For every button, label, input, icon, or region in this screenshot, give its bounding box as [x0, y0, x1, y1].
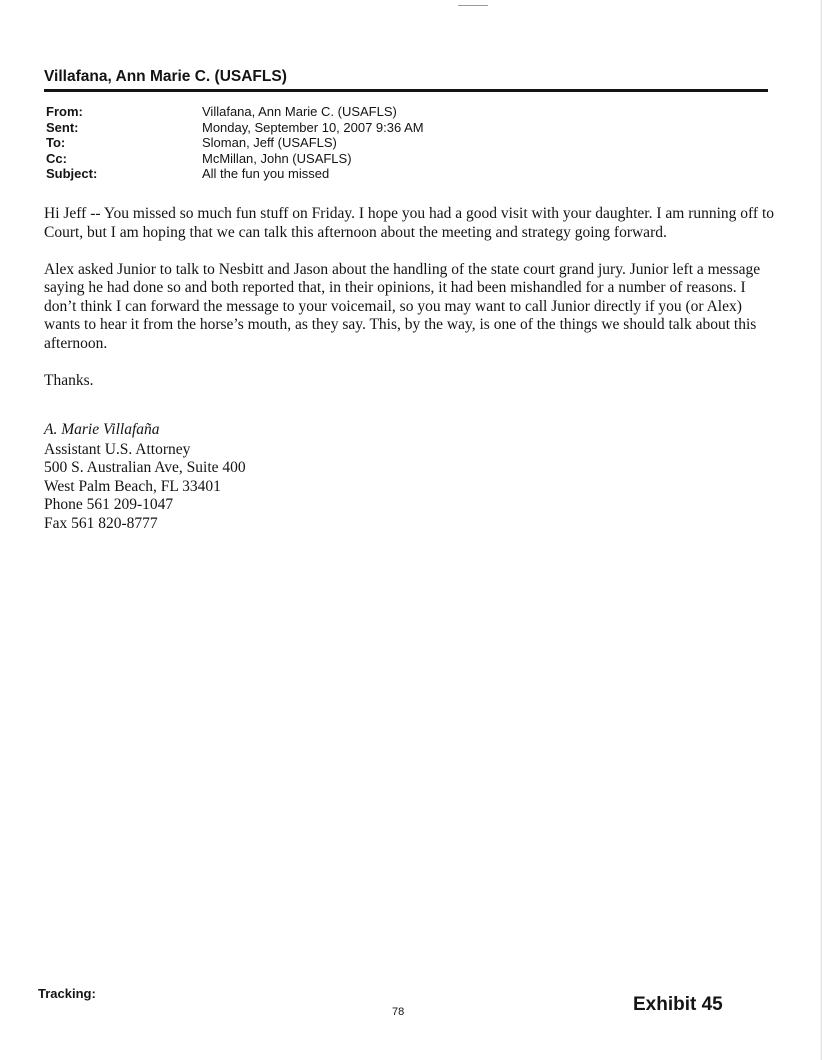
sent-label: Sent: — [46, 119, 79, 135]
email-signature — [44, 421, 246, 533]
sender-heading: Villafana, Ann Marie C. (USAFLS) — [44, 68, 287, 85]
signature-address-city: West Palm Beach, FL 33401 — [44, 477, 221, 495]
from-value: Villafana, Ann Marie C. (USAFLS) — [202, 104, 397, 119]
heading-divider — [44, 89, 768, 92]
body-paragraph-greeting: Hi Jeff -- You missed so much fun stuff on Friday. I hope you had a good visit with your daughter. I am running off to Court, but I am hoping that we can talk this afternoon about the meeting and strategy going forward. — [44, 205, 775, 241]
email-body — [44, 205, 778, 409]
body-paragraph-grand-jury: Alex asked Junior to talk to Nesbitt and Jason about the handling of the state court grand jury. Junior left a message saying he had done so and both reported that, in their opinions, it had been mishandled for a number of reasons. I don’t think I can forward the message to your voicemail, so you may want to call Junior directly if you (or Alex) wants to hear it from the horse’s mouth, as they say. This, by the way, is one of the things we should talk about this afternoon. — [44, 260, 761, 352]
cc-value: McMillan, John (USAFLS) — [202, 150, 352, 166]
header-row-sent — [46, 120, 424, 136]
header-row-from — [46, 104, 424, 120]
subject-label: Subject: — [46, 166, 98, 181]
subject-value: All the fun you missed — [202, 166, 330, 181]
signature-address-street: 500 S. Australian Ave, Suite 400 — [44, 459, 246, 476]
signature-phone: Phone 561 209-1047 — [44, 496, 174, 513]
signature-name: A. Marie Villafaña — [44, 421, 160, 438]
body-closing: Thanks. — [44, 371, 94, 389]
header-row-cc — [46, 151, 424, 167]
email-headers — [46, 104, 424, 182]
cc-label: Cc: — [46, 150, 67, 166]
to-label: To: — [46, 135, 66, 150]
from-label: From: — [46, 104, 83, 119]
scan-top-mark — [458, 5, 488, 6]
exhibit-label: Exhibit 45 — [633, 994, 723, 1015]
header-row-subject — [46, 166, 424, 182]
tracking-label: Tracking: — [38, 986, 96, 1001]
header-row-to — [46, 135, 424, 151]
sent-value: Monday, September 10, 2007 9:36 AM — [202, 119, 424, 135]
page-number: 78 — [392, 1006, 405, 1018]
signature-title: Assistant U.S. Attorney — [44, 440, 191, 458]
to-value: Sloman, Jeff (USAFLS) — [202, 135, 337, 150]
signature-fax: Fax 561 820-8777 — [44, 514, 158, 532]
